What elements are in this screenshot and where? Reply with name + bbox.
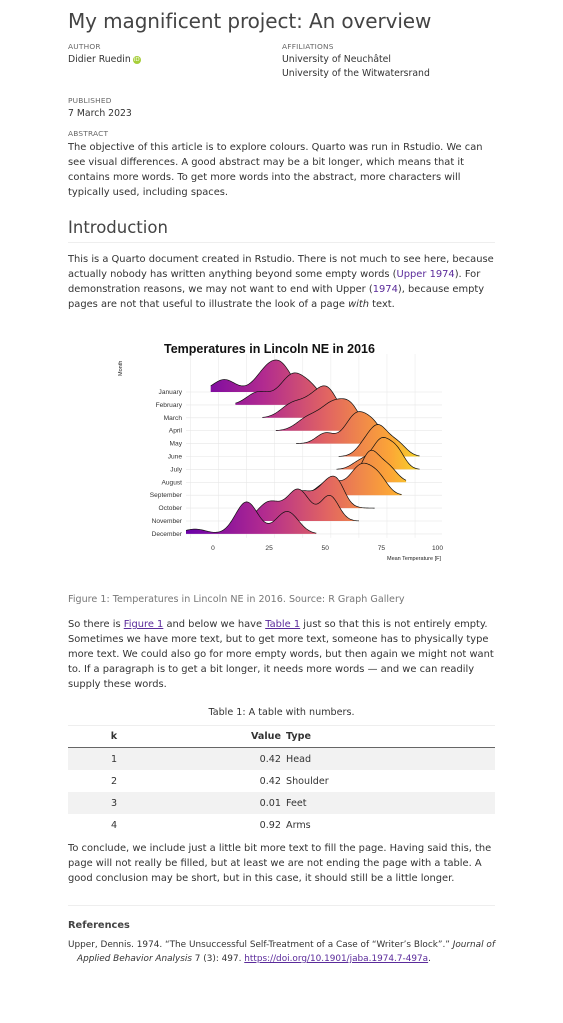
y-tick-label: November — [151, 518, 182, 525]
heading-divider — [68, 242, 495, 243]
citation-link-upper-1974[interactable]: Upper 1974 — [396, 269, 455, 280]
document-title: My magnificent project: An overview — [68, 9, 432, 33]
cell-value: 0.92 — [259, 819, 281, 831]
abstract-text — [68, 140, 495, 200]
author-label: AUTHOR — [68, 42, 101, 51]
references-heading: References — [68, 920, 130, 931]
cell-k: 2 — [110, 775, 118, 787]
affiliation-2: University of the Witwatersrand — [282, 68, 430, 79]
x-tick-label: 50 — [321, 544, 329, 552]
reference-entry — [68, 938, 504, 966]
table-row — [68, 814, 495, 836]
affiliations-block — [282, 42, 430, 81]
author-name: Didier Ruedin — [68, 54, 131, 65]
author-name-row — [68, 53, 141, 67]
table-row — [68, 748, 495, 771]
citation-link-1974[interactable]: 1974 — [372, 284, 398, 295]
data-table — [68, 726, 495, 836]
cell-type: Shoulder — [286, 775, 329, 787]
text-span: 7 (3): 497. — [191, 954, 245, 964]
x-axis-label: Mean Temperature [F] — [386, 556, 441, 562]
table-header-row — [68, 726, 495, 748]
y-axis-label: Month — [118, 360, 124, 376]
cell-value: 0.42 — [259, 775, 281, 787]
x-tick-label: 0 — [211, 544, 215, 552]
y-tick-label: March — [163, 414, 182, 422]
chart-title: Temperatures in Lincoln NE in 2016 — [164, 342, 375, 356]
column-header-value: Value — [160, 726, 285, 748]
table-1-link[interactable]: Table 1 — [265, 619, 301, 630]
cell-k: 1 — [68, 748, 160, 771]
y-tick-label: July — [170, 466, 182, 474]
ridgeline-chart — [116, 334, 500, 564]
emphasis-text: with — [348, 299, 370, 310]
y-tick-label: September — [149, 492, 182, 500]
published-label: PUBLISHED — [68, 96, 112, 105]
cell-type: Arms — [286, 819, 311, 831]
column-header-type: Type — [285, 726, 495, 748]
intro-paragraph-2 — [68, 617, 495, 692]
abstract-paragraph: The objective of this article is to explore colours. Quarto was run in Rstudio. We can see visual differences. A good abstract may be a bit longer, which means that it contains more words. To get more words into the abstract, more characters will typically used, including spaces. — [68, 142, 483, 198]
x-tick-label: 25 — [265, 544, 273, 552]
y-tick-label: April — [168, 427, 182, 435]
column-header-k: k — [68, 726, 160, 748]
references-divider — [68, 905, 495, 906]
cell-k: 4 — [110, 819, 118, 831]
table-row — [68, 792, 495, 814]
text-span: Upper, Dennis. 1974. “The Unsuccessful Self-Treatment of a Case of “Writer’s Block”.” — [68, 940, 453, 950]
table-caption: Table 1: A table with numbers. — [208, 707, 355, 718]
x-tick-label: 75 — [377, 544, 386, 552]
doi-link[interactable]: https://doi.org/10.1901/jaba.1974.7-497a — [244, 954, 429, 964]
y-tick-label: May — [169, 440, 182, 448]
cell-k: 3 — [68, 792, 160, 814]
table-row — [68, 770, 495, 792]
text-span: So there is — [68, 619, 124, 630]
cell-value: 0.01 — [160, 792, 285, 814]
intro-paragraph-1 — [68, 252, 495, 312]
text-span: just so that this is not entirely empty. Sometimes we have more text, but to get more text, someone has to physically type more text. We could also go for more empty words, but then again we might not want to. If a paragraph is to get a bit longer, it needs more words — and we can readily supply these words. — [68, 619, 494, 690]
y-tick-label: August — [161, 479, 182, 487]
section-heading-introduction: Introduction — [68, 218, 168, 237]
orcid-icon[interactable]: iD — [133, 56, 140, 63]
y-tick-label: October — [158, 505, 182, 513]
y-tick-label: January — [158, 389, 182, 396]
text-span: ), because empty pages are not that useful to illustrate the look of a page — [68, 284, 485, 310]
published-date: 7 March 2023 — [68, 108, 132, 119]
figure-caption: Figure 1: Temperatures in Lincoln NE in 2016. Source: R Graph Gallery — [68, 594, 405, 605]
published-block — [68, 96, 132, 121]
text-span: text. — [369, 299, 395, 310]
affiliation-1: University of Neuchâtel — [282, 54, 391, 65]
journal-name: Journal of Applied Behavior Analysis — [77, 940, 495, 964]
text-span: . — [428, 954, 431, 964]
text-span: ). For demonstration reasons, we may not want to end with Upper ( — [68, 269, 481, 295]
y-tick-label: June — [167, 453, 182, 461]
text-span: This is a Quarto document created in Rstudio. There is not much to see here, because actually nobody has written anything beyond some empty words ( — [68, 254, 494, 280]
affiliations-label: AFFILIATIONS — [282, 42, 334, 51]
y-tick-label: December — [151, 530, 182, 538]
author-block — [68, 42, 141, 67]
abstract-label: ABSTRACT — [68, 129, 109, 138]
x-tick-label: 100 — [432, 544, 444, 552]
cell-value: 0.42 — [160, 748, 285, 771]
conclusion-paragraph: To conclude, we include just a little bit more text to fill the page. Having said this, the page will not really be filled, but at least we are not ending the page with a table. A good conclusion may be short, but in this case, it should still be a little longer. — [68, 843, 492, 884]
cell-type: Head — [285, 748, 495, 771]
figure-1-link[interactable]: Figure 1 — [123, 619, 164, 630]
text-span: and below we have — [163, 619, 266, 630]
data-table-wrap — [68, 726, 495, 836]
cell-type: Feet — [285, 792, 495, 814]
y-tick-label: February — [155, 401, 182, 409]
